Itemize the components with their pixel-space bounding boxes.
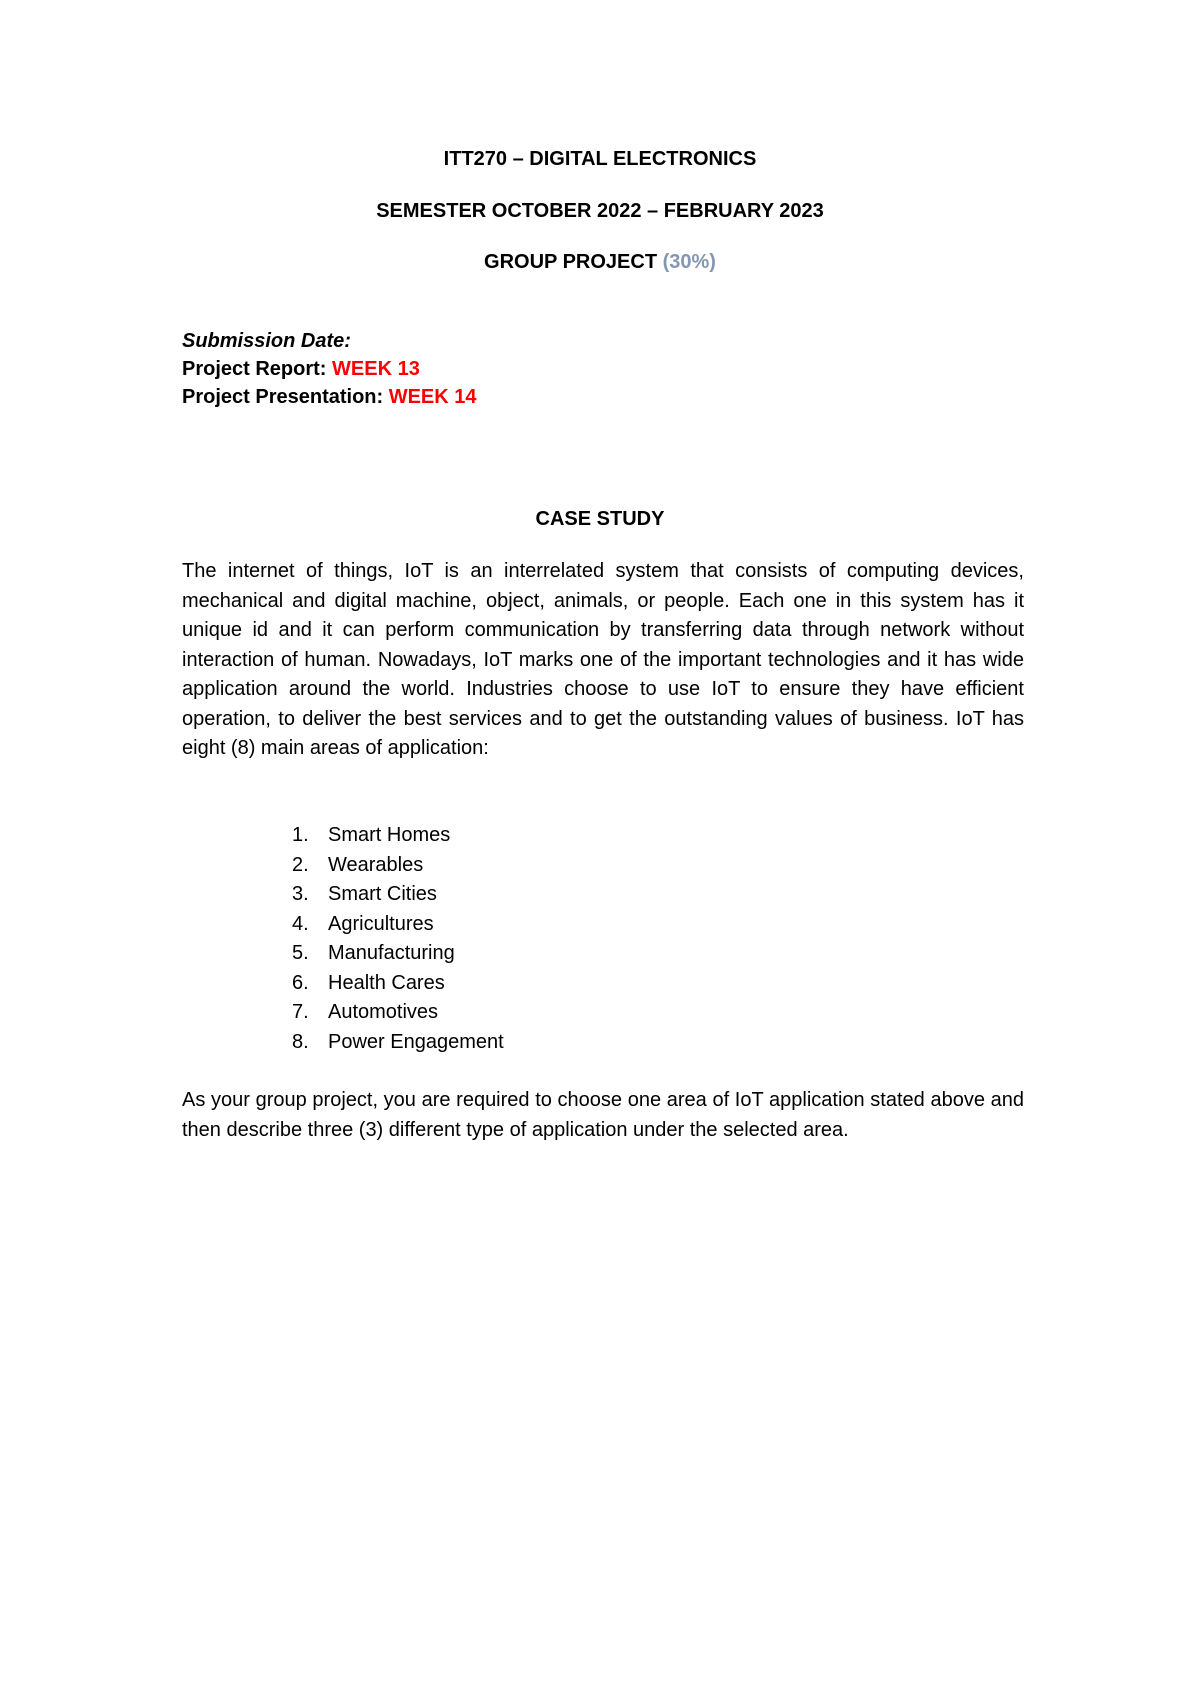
list-item bbox=[292, 880, 504, 910]
project-label: GROUP PROJECT bbox=[484, 251, 663, 273]
case-study-heading: CASE STUDY bbox=[535, 508, 665, 530]
report-deadline bbox=[182, 355, 477, 383]
submission-title: Submission Date: bbox=[182, 330, 351, 352]
submission-block bbox=[182, 327, 477, 411]
presentation-label: Project Presentation: bbox=[182, 386, 389, 408]
list-number: 1. bbox=[292, 824, 309, 846]
task-paragraph: As your group project, you are required to choose one area of IoT application stated above and then describe three (3) different type of application under the selected area. bbox=[182, 1089, 1024, 1141]
application-areas-list bbox=[292, 821, 504, 1057]
list-item bbox=[292, 969, 504, 999]
list-label: Automotives bbox=[328, 1001, 439, 1023]
list-number: 4. bbox=[292, 912, 309, 935]
case-study-intro: The internet of things, IoT is an interrelated system that consists of computing devices, mechanical and digital machine, object, animals, or people. Each one in this system has it unique id and it can perform communication by transferring data through network without interaction of human. Nowadays, IoT marks one of the important technologies and it has wide application around the world. Industries choose to use IoT to ensure they have efficient operation, to deliver the best services and to get the outstanding values of business. IoT has eight (8) main areas of application: bbox=[182, 560, 1024, 759]
report-week: WEEK 13 bbox=[332, 358, 420, 380]
list-item bbox=[292, 1028, 504, 1058]
project-weight: (30%) bbox=[662, 251, 716, 273]
list-number: 2. bbox=[292, 853, 309, 876]
list-label: Smart Homes bbox=[328, 824, 451, 846]
presentation-deadline bbox=[182, 383, 477, 411]
presentation-week: WEEK 14 bbox=[388, 386, 477, 408]
list-item bbox=[292, 910, 504, 940]
list-label: Power Engagement bbox=[328, 1030, 504, 1053]
list-number: 6. bbox=[292, 971, 309, 994]
list-label: Health Cares bbox=[328, 971, 445, 994]
semester-title: SEMESTER OCTOBER 2022 – FEBRUARY 2023 bbox=[376, 200, 824, 222]
project-title bbox=[0, 250, 1200, 274]
list-item bbox=[292, 939, 504, 969]
report-label: Project Report: bbox=[182, 358, 333, 380]
list-label: Agricultures bbox=[328, 912, 434, 935]
list-number: 3. bbox=[292, 883, 309, 905]
list-item bbox=[292, 851, 504, 881]
course-title: ITT270 – DIGITAL ELECTRONICS bbox=[443, 148, 757, 170]
list-number: 5. bbox=[292, 942, 309, 964]
list-number: 8. bbox=[292, 1030, 309, 1053]
list-label: Wearables bbox=[328, 853, 424, 876]
list-label: Manufacturing bbox=[328, 942, 455, 964]
list-item bbox=[292, 821, 504, 851]
list-item bbox=[292, 998, 504, 1028]
list-number: 7. bbox=[292, 1001, 309, 1023]
list-label: Smart Cities bbox=[328, 883, 437, 905]
